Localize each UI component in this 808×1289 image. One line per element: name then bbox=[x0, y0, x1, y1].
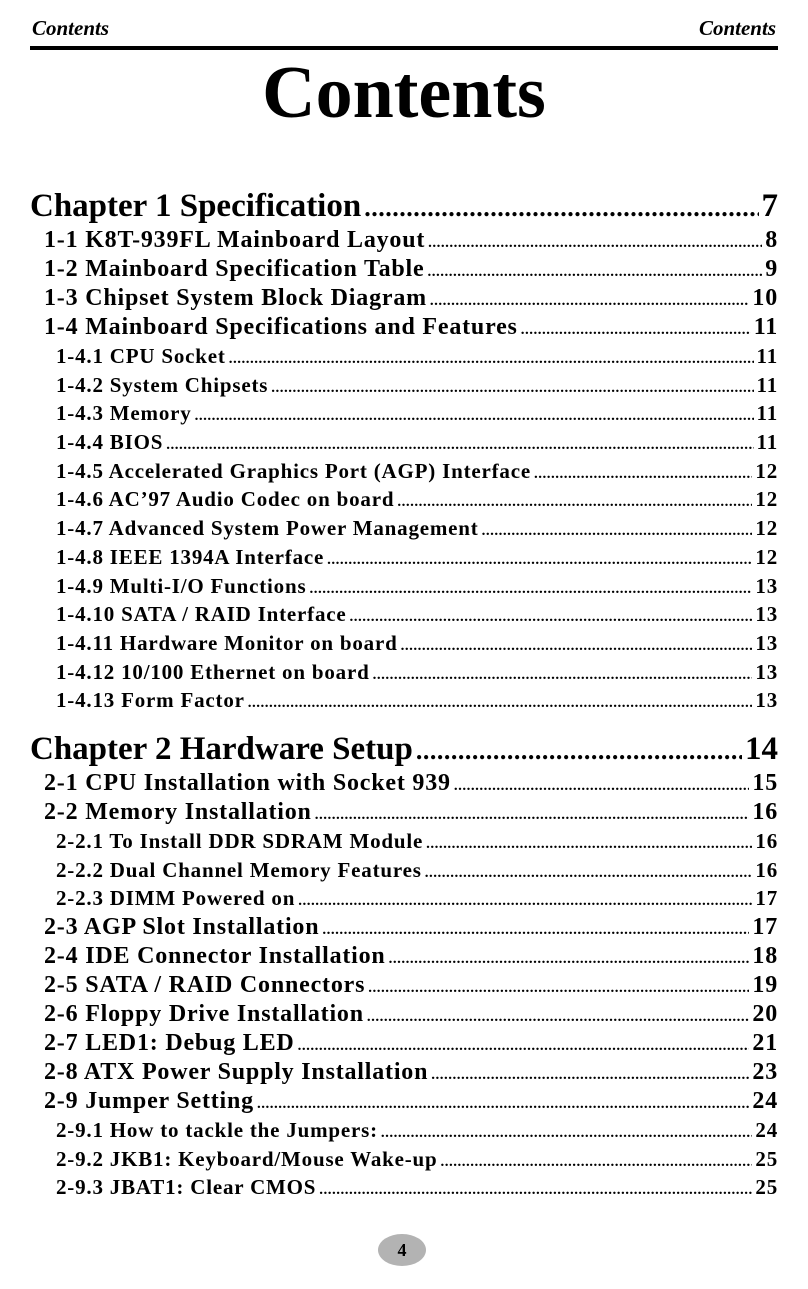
toc-section-entry[interactable] bbox=[30, 1029, 778, 1058]
toc-entry-page: 8 bbox=[765, 227, 778, 253]
toc-entry-page: 25 bbox=[755, 1146, 778, 1171]
toc-subsection-entry[interactable] bbox=[30, 457, 778, 486]
toc-section-entry[interactable] bbox=[30, 1000, 778, 1029]
toc-subsection-entry[interactable] bbox=[30, 629, 778, 658]
toc-entry-page: 11 bbox=[756, 344, 778, 368]
toc-subsection-entry[interactable] bbox=[30, 1173, 778, 1202]
toc-entry-page: 25 bbox=[755, 1175, 778, 1200]
toc-entry-title: 1-4.1 CPU Socket bbox=[56, 344, 226, 368]
toc-entry-page: 12 bbox=[755, 544, 778, 569]
toc-entry-title: Chapter 1 Specification bbox=[30, 188, 362, 224]
toc-chapter-entry[interactable] bbox=[30, 729, 778, 769]
table-of-contents bbox=[30, 186, 778, 1202]
dot-leader bbox=[454, 769, 750, 801]
toc-entry-page: 12 bbox=[755, 516, 778, 541]
dot-leader bbox=[368, 971, 749, 1003]
dot-leader bbox=[521, 313, 751, 345]
toc-entry-title: 2-2.2 Dual Channel Memory Features bbox=[56, 857, 422, 882]
toc-entry-title: 2-5 SATA / RAID Connectors bbox=[44, 972, 366, 998]
toc-entry-title: 2-9.1 How to tackle the Jumpers: bbox=[56, 1118, 378, 1142]
toc-subsection-entry[interactable] bbox=[30, 543, 778, 572]
header-left: Contents bbox=[32, 16, 110, 40]
dot-leader bbox=[401, 629, 753, 661]
dot-leader bbox=[431, 1058, 749, 1090]
toc-section-entry[interactable] bbox=[30, 769, 778, 798]
toc-entry-page: 21 bbox=[752, 1030, 778, 1056]
header-right: Contents bbox=[698, 16, 776, 40]
toc-subsection-entry[interactable] bbox=[30, 485, 778, 514]
toc-entry-title: 1-4.6 AC’97 Audio Codec on board bbox=[56, 487, 395, 512]
toc-entry-title: 2-9.3 JBAT1: Clear CMOS bbox=[56, 1175, 317, 1200]
toc-entry-page: 24 bbox=[752, 1088, 778, 1114]
toc-subsection-entry[interactable] bbox=[30, 1145, 778, 1174]
dot-leader bbox=[416, 729, 742, 771]
toc-entry-page: 13 bbox=[755, 688, 778, 713]
page-number-badge: 4 bbox=[378, 1234, 426, 1266]
toc-entry-title: 2-7 LED1: Debug LED bbox=[44, 1030, 295, 1056]
toc-subsection-entry[interactable] bbox=[30, 827, 778, 856]
toc-entry-title: 1-4.9 Multi-I/O Functions bbox=[56, 573, 307, 598]
dot-leader bbox=[367, 1000, 750, 1032]
dot-leader bbox=[425, 856, 753, 888]
toc-entry-page: 16 bbox=[752, 798, 778, 825]
toc-section-entry[interactable] bbox=[30, 226, 778, 255]
dot-leader bbox=[257, 1087, 749, 1119]
toc-entry-page: 20 bbox=[752, 1001, 778, 1027]
toc-subsection-entry[interactable] bbox=[30, 884, 778, 913]
toc-entry-page: 13 bbox=[755, 573, 778, 598]
toc-entry-title: 2-2.1 To Install DDR SDRAM Module bbox=[56, 828, 424, 853]
toc-entry-page: 14 bbox=[745, 730, 778, 767]
toc-entry-title: 2-6 Floppy Drive Installation bbox=[44, 1001, 364, 1027]
toc-entry-page: 12 bbox=[755, 487, 778, 512]
toc-entry-title: 1-2 Mainboard Specification Table bbox=[44, 256, 425, 282]
dot-leader bbox=[322, 913, 749, 945]
toc-entry-page: 18 bbox=[752, 943, 778, 969]
toc-subsection-entry[interactable] bbox=[30, 686, 778, 715]
toc-section-entry[interactable] bbox=[30, 913, 778, 942]
toc-entry-title: 1-4.10 SATA / RAID Interface bbox=[56, 602, 347, 627]
dot-leader bbox=[441, 1145, 753, 1177]
toc-entry-title: 1-4.2 System Chipsets bbox=[56, 372, 269, 397]
dot-leader bbox=[166, 428, 753, 460]
toc-entry-page: 11 bbox=[753, 314, 778, 340]
toc-section-entry[interactable] bbox=[30, 942, 778, 971]
dot-leader bbox=[248, 686, 753, 718]
toc-section-entry[interactable] bbox=[30, 798, 778, 827]
dot-leader bbox=[364, 186, 758, 228]
toc-subsection-entry[interactable] bbox=[30, 399, 778, 428]
toc-entry-title: 1-4.11 Hardware Monitor on board bbox=[56, 630, 398, 655]
toc-entry-page: 12 bbox=[755, 458, 778, 483]
dot-leader bbox=[195, 399, 754, 431]
dot-leader bbox=[315, 798, 750, 830]
dot-leader bbox=[430, 284, 749, 316]
toc-chapter-entry[interactable] bbox=[30, 186, 778, 226]
toc-subsection-entry[interactable] bbox=[30, 371, 778, 400]
dot-leader bbox=[427, 255, 762, 287]
dot-leader bbox=[298, 884, 752, 916]
toc-entry-title: 2-9.2 JKB1: Keyboard/Mouse Wake-up bbox=[56, 1146, 438, 1171]
toc-entry-title: 1-4.8 IEEE 1394A Interface bbox=[56, 544, 325, 569]
toc-subsection-entry[interactable] bbox=[30, 342, 778, 371]
dot-leader bbox=[319, 1173, 752, 1205]
toc-subsection-entry[interactable] bbox=[30, 428, 778, 457]
toc-entry-title: 2-2.3 DIMM Powered on bbox=[56, 886, 296, 911]
toc-entry-page: 16 bbox=[755, 857, 778, 882]
toc-section-entry[interactable] bbox=[30, 255, 778, 284]
toc-section-entry[interactable] bbox=[30, 284, 778, 313]
dot-leader bbox=[426, 827, 752, 859]
dot-leader bbox=[229, 342, 754, 374]
dot-leader bbox=[373, 658, 753, 690]
toc-entry-page: 24 bbox=[755, 1118, 778, 1142]
toc-subsection-entry[interactable] bbox=[30, 658, 778, 687]
toc-entry-title: 2-1 CPU Installation with Socket 939 bbox=[44, 769, 451, 796]
toc-subsection-entry[interactable] bbox=[30, 514, 778, 543]
dot-leader bbox=[428, 226, 762, 258]
toc-entry-title: 2-3 AGP Slot Installation bbox=[44, 914, 320, 940]
dot-leader bbox=[298, 1029, 750, 1061]
toc-entry-title: 2-4 IDE Connector Installation bbox=[44, 943, 386, 969]
toc-entry-page: 10 bbox=[752, 285, 778, 311]
toc-section-entry[interactable] bbox=[30, 971, 778, 1000]
dot-leader bbox=[309, 572, 752, 604]
toc-subsection-entry[interactable] bbox=[30, 1116, 778, 1145]
dot-leader bbox=[482, 514, 753, 546]
toc-section-entry[interactable] bbox=[30, 1058, 778, 1087]
dot-leader bbox=[389, 942, 750, 974]
toc-entry-title: 1-1 K8T-939FL Mainboard Layout bbox=[44, 227, 426, 253]
dot-leader bbox=[534, 457, 752, 489]
running-header bbox=[30, 14, 778, 50]
toc-entry-page: 23 bbox=[752, 1059, 778, 1085]
toc-entry-title: 1-4.12 10/100 Ethernet on board bbox=[56, 659, 370, 684]
toc-entry-title: 2-8 ATX Power Supply Installation bbox=[44, 1059, 429, 1085]
toc-entry-page: 19 bbox=[752, 972, 778, 998]
toc-entry-title: 1-4 Mainboard Specifications and Features bbox=[44, 314, 518, 340]
toc-entry-page: 7 bbox=[761, 188, 778, 224]
dot-leader bbox=[327, 543, 752, 575]
toc-entry-page: 13 bbox=[755, 602, 778, 627]
toc-entry-page: 11 bbox=[756, 401, 778, 426]
dot-leader bbox=[271, 371, 753, 403]
dot-leader bbox=[397, 485, 752, 517]
toc-entry-title: 1-4.5 Accelerated Graphics Port (AGP) Interface bbox=[56, 458, 531, 483]
toc-entry-page: 17 bbox=[752, 914, 778, 940]
toc-entry-page: 9 bbox=[765, 256, 778, 282]
toc-entry-title: 1-4.3 Memory bbox=[56, 401, 192, 426]
toc-entry-title: 1-4.4 BIOS bbox=[56, 430, 164, 455]
toc-entry-title: 1-4.13 Form Factor bbox=[56, 688, 245, 713]
toc-section-entry[interactable] bbox=[30, 1087, 778, 1116]
toc-entry-page: 15 bbox=[752, 769, 778, 796]
toc-entry-title: 2-2 Memory Installation bbox=[44, 798, 312, 825]
dot-leader bbox=[381, 1116, 753, 1148]
toc-entry-page: 13 bbox=[755, 630, 778, 655]
toc-entry-page: 11 bbox=[756, 372, 778, 397]
page-title: Contents bbox=[262, 52, 546, 134]
toc-entry-title: 2-9 Jumper Setting bbox=[44, 1088, 254, 1114]
toc-entry-title: 1-4.7 Advanced System Power Management bbox=[56, 516, 479, 541]
toc-subsection-entry[interactable] bbox=[30, 856, 778, 885]
dot-leader bbox=[350, 600, 753, 632]
toc-entry-title: 1-3 Chipset System Block Diagram bbox=[44, 285, 427, 311]
toc-subsection-entry[interactable] bbox=[30, 600, 778, 629]
toc-section-entry[interactable] bbox=[30, 313, 778, 342]
toc-subsection-entry[interactable] bbox=[30, 572, 778, 601]
toc-entry-title: Chapter 2 Hardware Setup bbox=[30, 730, 413, 767]
toc-entry-page: 13 bbox=[755, 659, 778, 684]
toc-entry-page: 11 bbox=[756, 430, 778, 455]
toc-entry-page: 17 bbox=[755, 886, 778, 911]
toc-entry-page: 16 bbox=[755, 828, 778, 853]
